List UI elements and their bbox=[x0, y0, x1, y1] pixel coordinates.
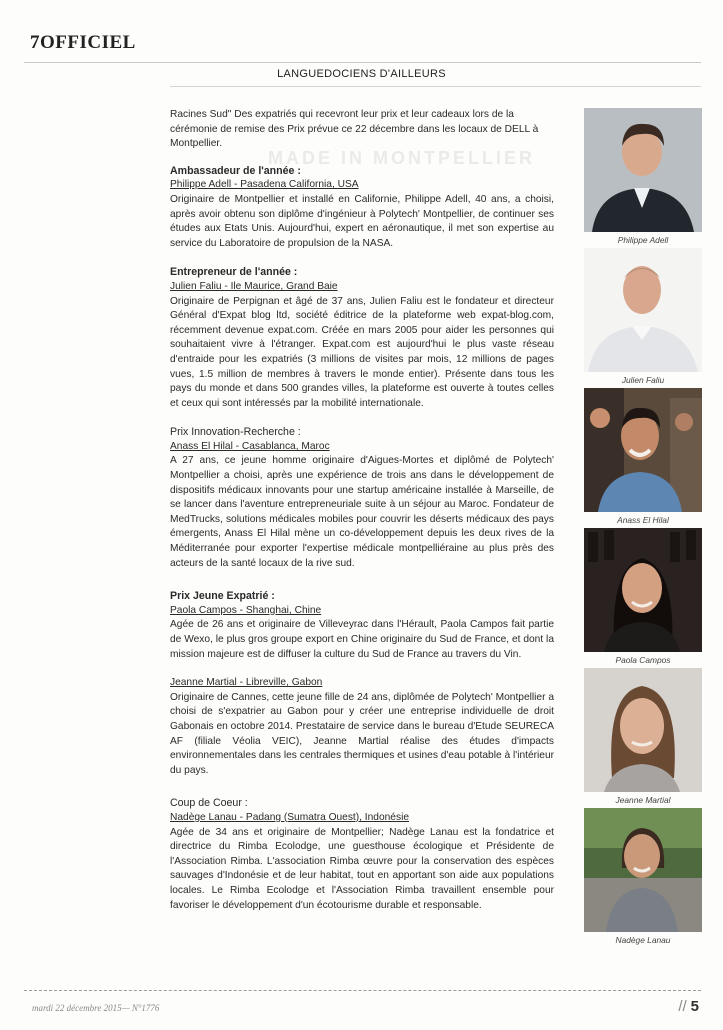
page-slashes: // bbox=[678, 998, 687, 1015]
photo-caption: Anass El Hilal bbox=[617, 515, 669, 525]
portrait-photo bbox=[584, 808, 702, 932]
portrait-photo bbox=[584, 668, 702, 792]
photo-card bbox=[584, 528, 702, 668]
prize-winner: Nadège Lanau - Padang (Sumatra Ouest), Indonésie bbox=[170, 811, 409, 823]
portrait-image bbox=[584, 388, 702, 512]
prize-ambassadeur bbox=[170, 164, 554, 252]
portrait-image bbox=[584, 248, 702, 372]
portrait-image bbox=[584, 528, 702, 652]
prize-innovation bbox=[170, 425, 554, 571]
photo-caption: Julien Faliu bbox=[621, 375, 665, 385]
prize-body: A 27 ans, ce jeune homme originaire d'Aigues-Mortes et diplômé de Polytech' Montpellier a choisi, après une expérience de trois ans dans le développement de dispositifs médicaux innovants pour une startup américaine installée à Marseille, de se lancer dans l'aventure entrepreneuriale suite à un séjour au Maroc. Fondateur de MedTrucks, solutions médicales mobiles pour couvrir les déserts médicaux des pays émergents, Anass El Hilal mène un co-développement depuis les deux rives de la Méditerranée pour exporter l'expertise médicale montpelliéraine au plus près des acteurs de la santé locaux de la rive sud. bbox=[170, 455, 554, 569]
masthead bbox=[30, 32, 160, 56]
article-intro: Racines Sud" Des expatriés qui recevront leur prix et leur cadeaux lors de la cérémonie de remise des Prix prévue ce 22 décembre dans les locaux de DELL à Montpellier. bbox=[170, 109, 539, 150]
background-ghost-heading: MADE IN MONTPELLIER bbox=[268, 148, 535, 168]
page-number: 5 bbox=[690, 998, 699, 1015]
prize-body: Agée de 26 ans et originaire de Villeveyrac dans l'Hérault, Paola Campos fait partie de Wexo, le plus gros groupe export en Chine originaire du Sud de France, et dont la mission majeure est de diffuser la culture du Sud de France au travers du Vin. bbox=[170, 619, 554, 660]
portrait-photo bbox=[584, 388, 702, 512]
photo-column bbox=[584, 108, 702, 948]
portrait-photo bbox=[584, 248, 702, 372]
photo-caption: Nadège Lanau bbox=[615, 935, 671, 945]
prize-winner: Jeanne Martial - Libreville, Gabon bbox=[170, 677, 323, 689]
section-title: LANGUEDOCIENS D'AILLEURS bbox=[277, 68, 446, 80]
prize-title: Ambassadeur de l'année : bbox=[170, 164, 301, 177]
prize-body: Agée de 34 ans et originaire de Montpellier; Nadège Lanau est la fondatrice et directrice du Rimba Ecolodge, une guesthouse écologique et Présidente de l'Association Rimba. L'association Rimba œuvre pour la conservation des espèces sauvages d'Indonésie et de leur habitat, tout en apportant son aide aux populations locales. Le Rimba Ecolodge et l'Association Rimba travaillent ensemble pour favoriser le développement d'un écotourisme durable et responsable. bbox=[170, 826, 554, 911]
page-number-block bbox=[678, 998, 699, 1015]
portrait-photo bbox=[584, 108, 702, 232]
photo-card bbox=[584, 388, 702, 528]
masthead-logo: 7OFFICIEL bbox=[30, 32, 136, 53]
prize-jeune-expatrie-2 bbox=[170, 676, 554, 778]
top-rule bbox=[24, 62, 701, 63]
photo-card bbox=[584, 808, 702, 948]
prize-title: Entrepreneur de l'année : bbox=[170, 266, 298, 279]
prize-winner: Paola Campos - Shanghai, Chine bbox=[170, 604, 322, 616]
prize-coup-de-coeur bbox=[170, 796, 554, 913]
portrait-image bbox=[584, 668, 702, 792]
prize-body: Originaire de Cannes, cette jeune fille de 24 ans, diplômée de Polytech' Montpellier a choisi de s'expatrier au Gabon pour y créer une entreprise individuelle de droit Gabonais en octobre 2014. Prestataire de service dans le bureau d'Etude SEURECA AF (filiale Véolia VEIC), Jeanne Martial réalise des études d'impacts environnementales dans les centrales thermiques et usines d'eau potable à l'intérieur du pays. bbox=[170, 691, 554, 776]
prize-winner: Philippe Adell - Pasadena California, USA bbox=[170, 179, 359, 191]
photo-caption: Paola Campos bbox=[615, 655, 671, 665]
portrait-image bbox=[584, 808, 702, 932]
prize-body: Originaire de Perpignan et âgé de 37 ans, Julien Faliu est le fondateur et directeur Général d'Expat blog ltd, société éditrice de la plateforme web expat-blog.com, récemment devenue expat.com. Créée en mars 2005 pour aider les personnes qui souhaitaient vivre à l'étranger. Expat.com est aujourd'hui le plus vaste réseau d'entraide pour les expatriés (3 millions de visites par mois, 12 millions de pages vues, 1.5 million de membres à travers le monde entier). Présente dans tous les pays du monde et dans 500 grandes villes, la plateforme est ouverte à toutes celles et ceux qui sont intéressés par la mobilité internationale. bbox=[170, 295, 554, 409]
photo-card bbox=[584, 668, 702, 808]
prize-title: Coup de Coeur : bbox=[170, 797, 248, 810]
prize-title: Prix Innovation-Recherche : bbox=[170, 426, 301, 439]
portrait-image bbox=[584, 108, 702, 232]
footer-rule bbox=[24, 990, 701, 991]
portrait-photo bbox=[584, 528, 702, 652]
prize-jeune-expatrie bbox=[170, 589, 554, 662]
prize-winner: Anass El Hilal - Casablanca, Maroc bbox=[170, 440, 330, 452]
photo-caption: Philippe Adell bbox=[617, 235, 669, 245]
prize-winner: Julien Faliu - Ile Maurice, Grand Baie bbox=[170, 280, 338, 292]
footer-date-issue: mardi 22 décembre 2015— N°1776 bbox=[32, 1003, 160, 1013]
photo-caption: Jeanne Martial bbox=[615, 795, 671, 805]
section-rule bbox=[170, 86, 701, 87]
prize-title: Prix Jeune Expatrié : bbox=[170, 590, 275, 603]
article-body bbox=[170, 108, 554, 913]
prize-entrepreneur bbox=[170, 265, 554, 411]
photo-card bbox=[584, 108, 702, 248]
prize-body: Originaire de Montpellier et installé en Californie, Philippe Adell, 40 ans, a choisi, après avoir obtenu son diplôme d'ingénieur à Polytech' Montpellier, de continuer ses études aux Etats Unis. Aujourd'hui, expert en aéronautique, il met son expertise au service du Laboratoire de propulsion de la NASA. bbox=[170, 193, 554, 249]
photo-card bbox=[584, 248, 702, 388]
